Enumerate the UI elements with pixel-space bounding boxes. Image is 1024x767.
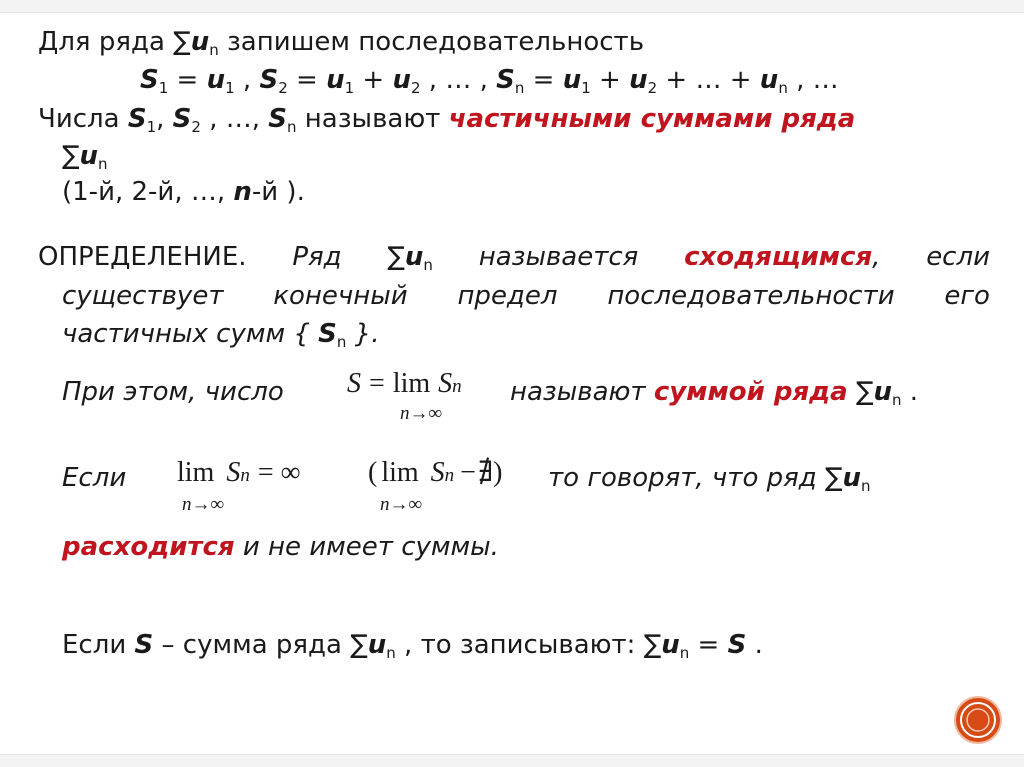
divergence-formula-1: lim Sn = ∞ — [177, 457, 301, 488]
definition-line-2: существует конечный предел последовательности его — [62, 281, 990, 311]
definition-line-3: частичных сумм { $S_n$ }. — [62, 319, 380, 351]
divergence-limit-2: n→∞ — [380, 494, 423, 515]
definition-label: ОПРЕДЕЛЕНИЕ. — [38, 242, 247, 272]
top-frame-strip — [0, 0, 1024, 13]
decorative-logo-icon — [953, 695, 1003, 745]
intro-line: Для ряда $\sum u_n$ запишем последовательность — [38, 27, 645, 59]
partial-sums-line: $S_1 = u_1$ , $S_2 = u_1 + u_2$ , … , $S_n = u_1 + u_2$ + … + $u_n$ , … — [140, 65, 839, 97]
divergence-esli: Если — [62, 463, 127, 493]
sum-def-text: При этом, число — [62, 377, 284, 407]
divergent-term: расходится — [62, 532, 235, 562]
ordinal-line: (1-й, 2-й, …, n-й ). — [62, 177, 305, 207]
convergent-term: сходящимся — [684, 242, 873, 272]
definition-line-1: ОПРЕДЕЛЕНИЕ. Ряд $\sum u_n$ называется сходящимся, если — [38, 242, 990, 274]
sum-formula-limit: n→∞ — [400, 403, 443, 424]
divergence-text: то говорят, что ряд $\sum u_n$ — [548, 463, 871, 495]
partial-sums-term: частичными суммами ряда — [448, 104, 856, 134]
sum-formula: S = lim Sn — [347, 368, 462, 399]
numbers-line: Числа $S_1$, $S_2$ , …, $S_n$ называют частичными суммами ряда — [38, 104, 856, 136]
final-line: Если S – сумма ряда $\sum u_n$ , то записывают: $\sum u_n = S$ . — [62, 630, 763, 662]
sum-def-text-2: называют суммой ряда $\sum u_n$ . — [510, 377, 919, 409]
divergence-limit-1: n→∞ — [182, 494, 225, 515]
series-symbol-line: $\sum u_n$ — [62, 141, 108, 173]
divergence-line-2: расходится и не имеет суммы. — [62, 532, 499, 562]
series-sum-term: суммой ряда — [653, 377, 848, 407]
divergence-formula-2: ( lim Sn −∄) — [368, 457, 503, 488]
bottom-frame-strip — [0, 754, 1024, 767]
